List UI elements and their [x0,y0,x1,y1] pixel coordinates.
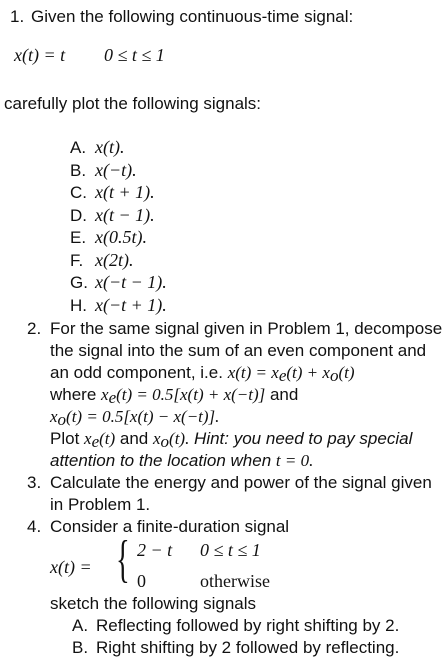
math-x: x [50,407,58,426]
problem-1-signal-definition [14,45,65,66]
problem-4-item-letter: B. [72,638,89,657]
math-fragment: t = 0. [275,451,314,470]
math-fragment: (t). [169,429,190,448]
piecewise-case-1-condition: 0 ≤ t ≤ 1 [200,540,261,560]
item-letter: E. [70,228,87,247]
hint-text: Hint: you need to pay special [189,429,413,448]
item-expression: x(t + 1). [95,182,155,202]
item-expression: x(t). [95,137,125,157]
math-fragment: (t) = 0.5[x(t) + x(−t)] [116,385,266,404]
piecewise-case-2-condition: otherwise [200,571,270,591]
problem-1-intro: Given the following continuous-time signal: [31,7,354,26]
math-fragment: (t) [99,429,116,448]
item-letter: A. [70,138,87,157]
item-letter: C. [70,183,87,202]
problem-2-line-6 [50,429,412,452]
math-x: x [271,363,279,382]
subscript-e: e [278,366,287,385]
problem-2-line-5 [50,407,219,430]
subscript-o: o [329,366,339,385]
problem-3-line-2: in Problem 1. [50,495,151,514]
problem-2-number: 2. [27,319,42,338]
line-4-and: and [265,385,299,404]
math-x: x [322,363,330,382]
problem-2-line-7 [50,451,313,471]
math-x: x [101,385,109,404]
problem-4-line-2: sketch the following signals [50,594,257,613]
math-x: x [152,429,161,448]
problem-4-item-letter: A. [72,616,89,635]
subscript-e: e [108,388,117,407]
line-6-plot: Plot [50,429,85,448]
line-6-and: and [115,429,153,448]
problem-2-line-4 [50,385,298,408]
item-letter: B. [70,161,87,180]
item-letter: D. [70,206,87,225]
problem-4-line-1: Consider a finite-duration signal [50,517,290,536]
problem-3-line-1: Calculate the energy and power of the signal given [50,473,432,492]
problem-3-number: 3. [27,473,42,492]
problem-4-number: 4. [27,517,42,536]
left-brace: { [116,531,130,588]
hint-text: attention to the location when [50,451,272,470]
problem-1-number: 1. [10,7,25,26]
line-4-text: where [50,385,102,404]
subscript-o: o [57,410,67,429]
piecewise-case-1-expr: 2 − t [137,540,173,560]
item-expression: x(0.5t). [95,227,147,247]
problem-1-signal-range: 0 ≤ t ≤ 1 [104,45,165,65]
piecewise-case-2-expr: 0 [137,571,146,591]
piecewise-lhs: x(t) = [50,557,92,577]
problem-4-item-text: Reflecting followed by right shifting by 2. [96,616,400,635]
math-fragment: (t) = 0.5[x(t) − x(−t)]. [66,407,220,426]
problem-2-line-2: the signal into the sum of an even component and [50,341,427,360]
item-letter: H. [70,296,87,315]
item-letter: F. [70,251,84,270]
item-expression: x(2t). [95,250,134,270]
subscript-e: e [91,432,100,451]
math-x: x [227,363,236,382]
math-fragment: (t) [338,363,355,382]
item-letter: G. [70,273,88,292]
line-3-text: an odd component, i.e. [50,363,228,382]
math-x: x [84,429,92,448]
math-fragment: (t) = [235,363,272,382]
problem-1-instruction: carefully plot the following signals: [4,94,262,113]
problem-2-line-1: For the same signal given in Problem 1, decompose [50,319,443,338]
problem-2-line-3 [50,363,354,386]
item-expression: x(−t − 1). [95,272,167,292]
problem-4-item-text: Right shifting by 2 followed by reflecting. [96,638,400,657]
subscript-o: o [160,432,170,451]
math-fragment: (t) + [286,363,323,382]
item-expression: x(t − 1). [95,205,155,225]
item-expression: x(−t). [95,160,137,180]
item-expression: x(−t + 1). [95,295,167,315]
signal-lhs: x(t) = t [14,45,66,65]
